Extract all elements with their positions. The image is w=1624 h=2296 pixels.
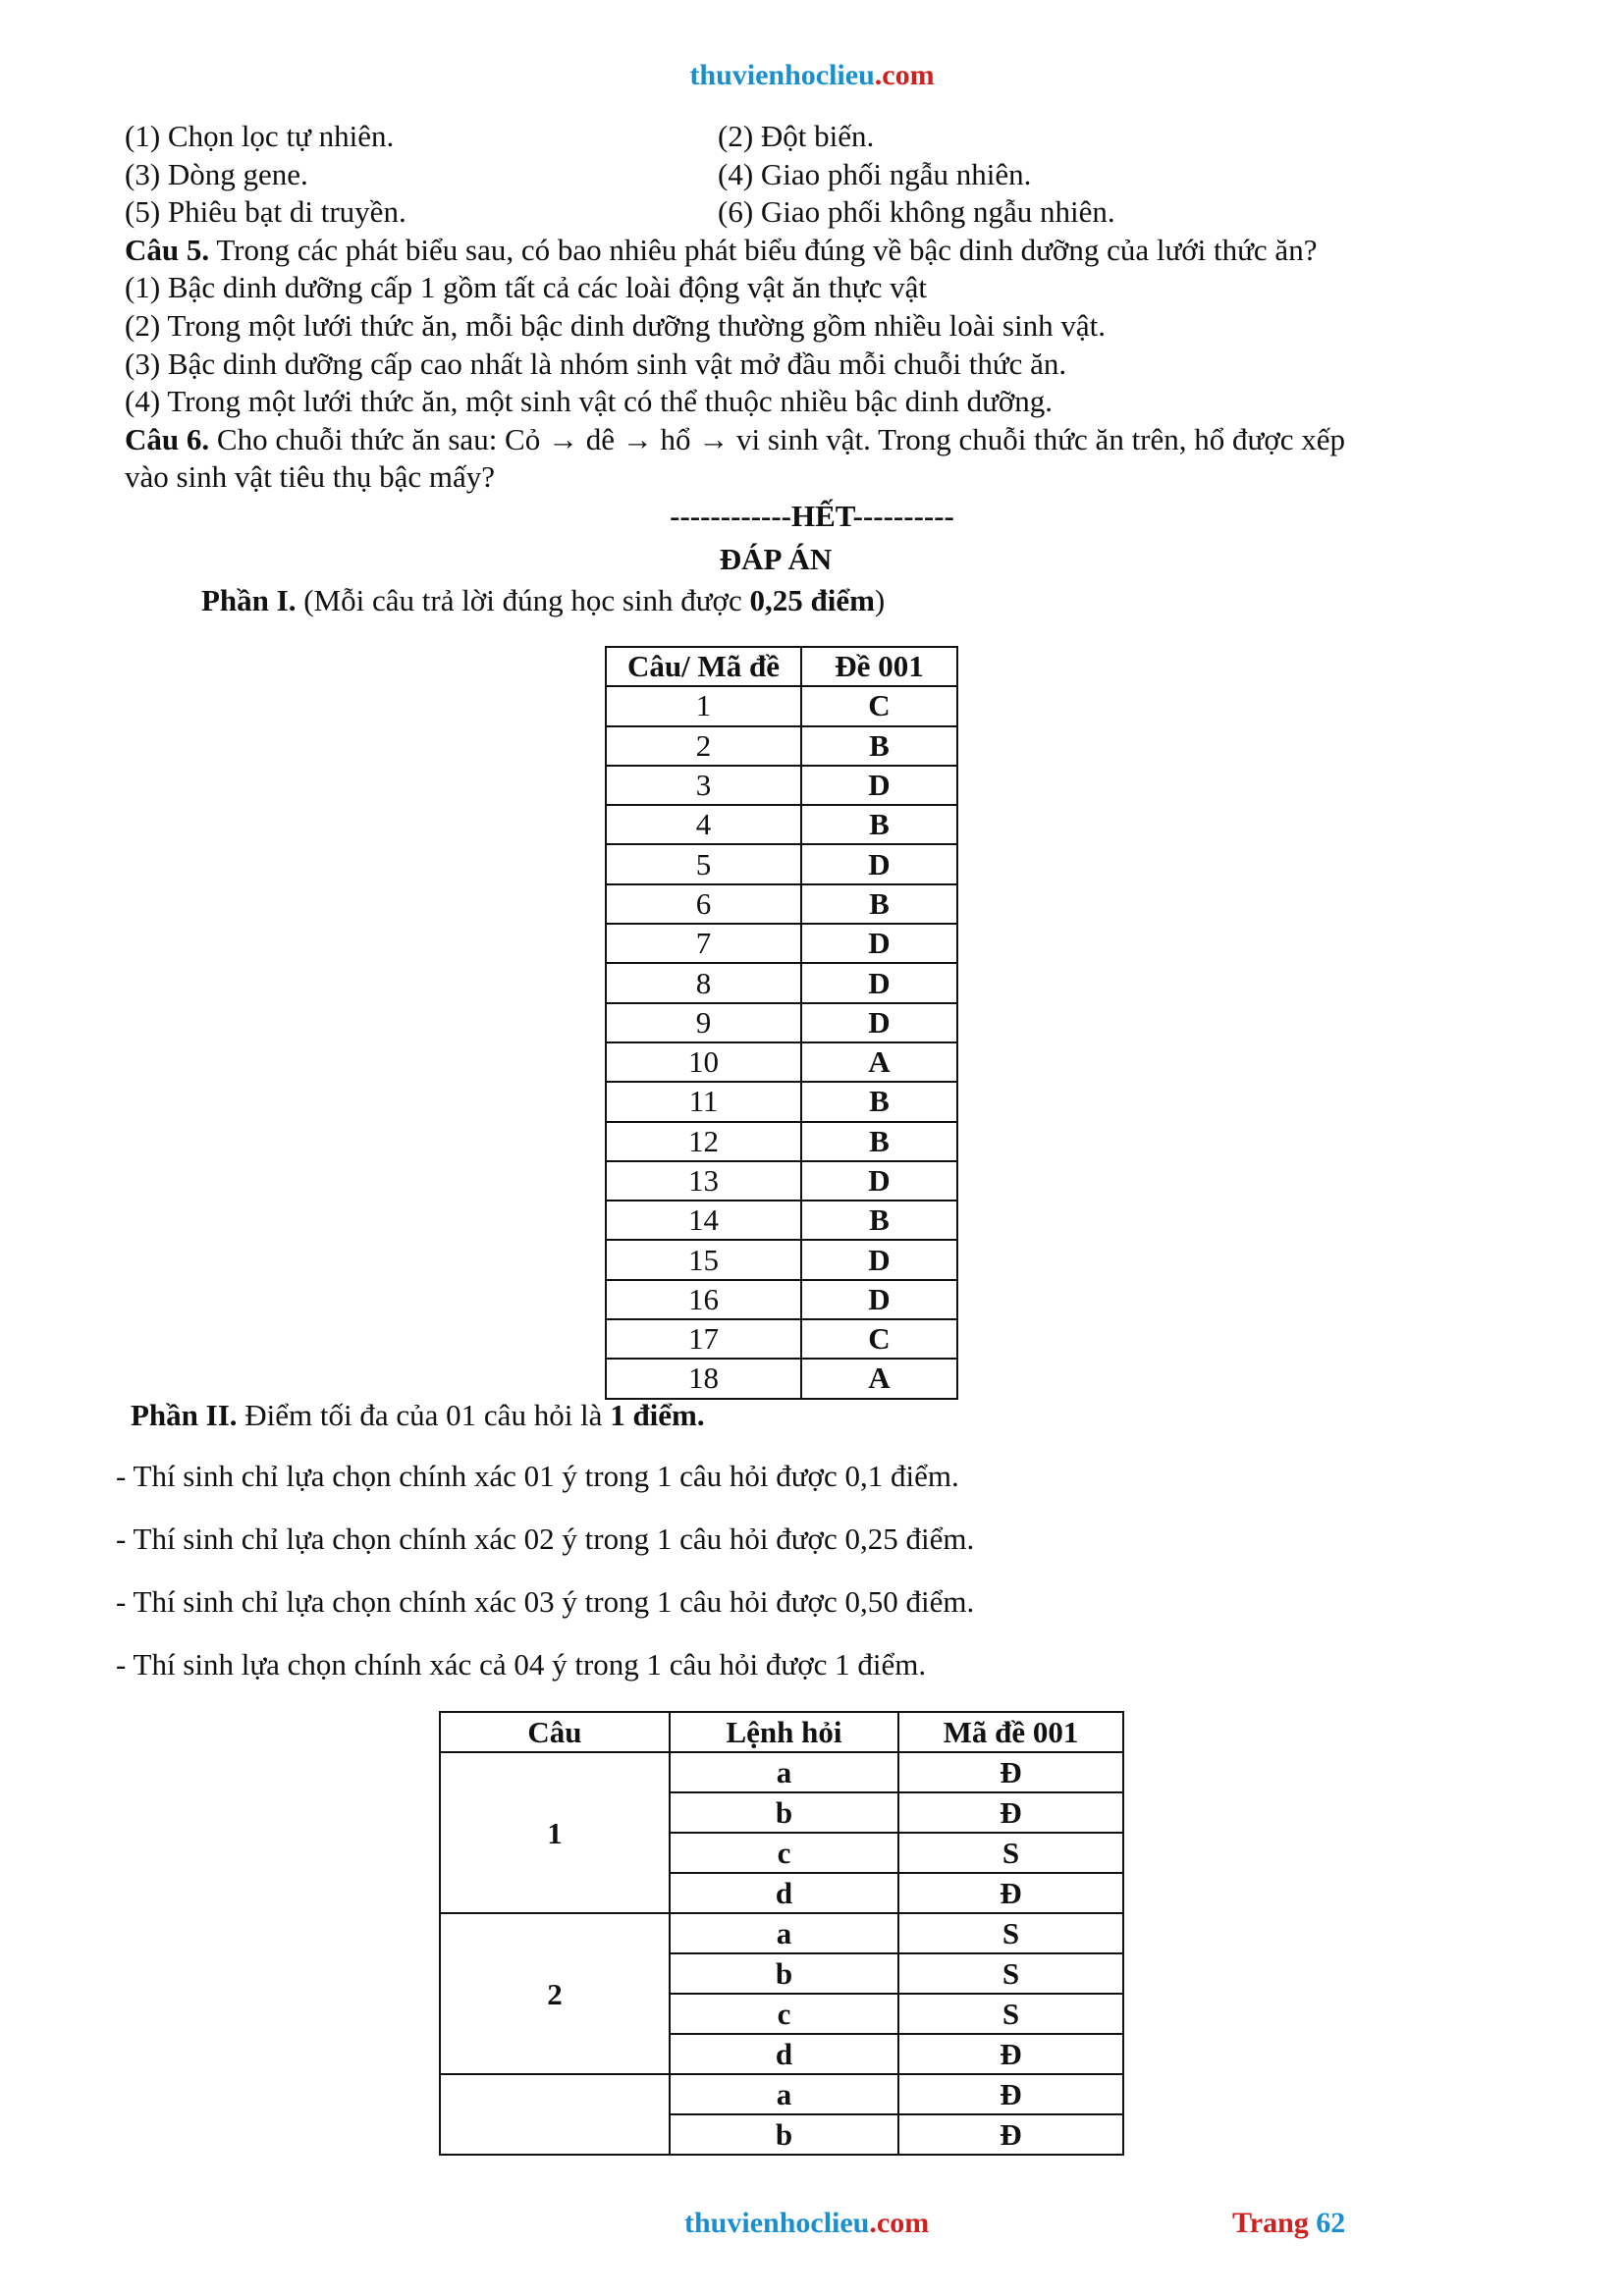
answer-key: D [801, 1280, 957, 1319]
table-row [606, 805, 957, 844]
question-number: 14 [606, 1201, 801, 1240]
answer-key: S [898, 1994, 1123, 2034]
answer-key: B [801, 1082, 957, 1121]
option-row [125, 118, 1499, 156]
answer-key: B [801, 1201, 957, 1240]
question-number: 8 [606, 963, 801, 1002]
part1-intro [201, 583, 885, 618]
statement: (3) Bậc dinh dưỡng cấp cao nhất là nhóm sinh vật mở đầu mỗi chuỗi thức ăn. [125, 346, 1067, 381]
question-number: 2 [606, 726, 801, 766]
sub-question: b [670, 2114, 898, 2155]
question-number: 10 [606, 1042, 801, 1082]
answer-key: D [801, 1003, 957, 1042]
question-number: 5 [606, 844, 801, 883]
part1-intro-end: ) [874, 583, 886, 617]
question-number: 2 [440, 1913, 670, 2074]
statement: (4) Trong một lưới thức ăn, một sinh vật có thể thuộc nhiều bậc dinh dưỡng. [125, 384, 1054, 419]
answer-key: B [801, 726, 957, 766]
option-row [125, 156, 1499, 194]
table-row [606, 1122, 957, 1161]
table-row [606, 1042, 957, 1082]
answer-key: A [801, 1042, 957, 1082]
answer-key: D [801, 844, 957, 883]
part1-answer-table [605, 646, 958, 1400]
option: (1) Chọn lọc tự nhiên. [125, 119, 395, 153]
question-number: 1 [440, 1752, 670, 1913]
question-number: 6 [606, 884, 801, 924]
part2-intro [131, 1398, 705, 1433]
statement: (1) Bậc dinh dưỡng cấp 1 gồm tất cả các loài động vật ăn thực vật [125, 270, 927, 305]
table-row [606, 884, 957, 924]
option: (2) Đột biến. [718, 119, 875, 153]
answer-key: Đ [898, 1752, 1123, 1792]
answer-key: D [801, 1240, 957, 1279]
sub-question: d [670, 2034, 898, 2074]
question-6-label: Câu 6. [125, 421, 210, 456]
question-5 [125, 232, 1499, 270]
question-6 [125, 421, 1499, 459]
question-number: 16 [606, 1280, 801, 1319]
scoring-rule: - Thí sinh chỉ lựa chọn chính xác 01 ý trong 1 câu hỏi được 0,1 điểm. [116, 1459, 959, 1493]
column-header: Lệnh hỏi [670, 1712, 898, 1752]
question-number: 11 [606, 1082, 801, 1121]
table-row [606, 1003, 957, 1042]
answer-key: A [801, 1359, 957, 1398]
footer-site [684, 2207, 929, 2240]
question-number: 12 [606, 1122, 801, 1161]
table-row [606, 1201, 957, 1240]
part2-table-body [440, 1752, 1123, 2155]
question-number: 15 [606, 1240, 801, 1279]
table-row [606, 1319, 957, 1359]
question-number [440, 2074, 670, 2155]
table-row [606, 844, 957, 883]
site-tld: .com [874, 59, 935, 91]
question-6-continuation: vào sinh vật tiêu thụ bậc mấy? [125, 459, 496, 495]
question-6-text: Cho chuỗi thức ăn sau: Cỏ → dê → hổ → vi sinh vật. Trong chuỗi thức ăn trên, hổ được xếp [209, 421, 1345, 456]
footer-site-name: thuvienhoclieu [684, 2207, 870, 2239]
sub-question: a [670, 1913, 898, 1953]
sub-question: a [670, 2074, 898, 2114]
table-row [606, 766, 957, 805]
column-header: Câu [440, 1712, 670, 1752]
question-5-text: Trong các phát biểu sau, có bao nhiêu phát biểu đúng về bậc dinh dưỡng của lưới thức ăn? [209, 232, 1318, 267]
sub-question: a [670, 1752, 898, 1792]
table-row [606, 726, 957, 766]
table-row [606, 686, 957, 725]
column-header: Đề 001 [801, 647, 957, 686]
site-name: thuvienhoclieu [689, 59, 875, 91]
column-header: Câu/ Mã đề [606, 647, 801, 686]
answer-key: C [801, 1319, 957, 1359]
sub-question: b [670, 1953, 898, 1994]
part2-answer-table [439, 1711, 1124, 2156]
footer-site-tld: .com [869, 2207, 930, 2239]
question-block [125, 118, 1499, 497]
option: (3) Dòng gene. [125, 156, 308, 191]
question-number: 9 [606, 1003, 801, 1042]
table-row [606, 1280, 957, 1319]
answer-key: D [801, 963, 957, 1002]
table-row [606, 1240, 957, 1279]
answer-key: D [801, 924, 957, 963]
page-number [1232, 2207, 1345, 2240]
part1-label: Phần I. [201, 583, 297, 617]
answer-key: S [898, 1953, 1123, 1994]
question-number: 7 [606, 924, 801, 963]
part1-intro-text: (Mỗi câu trả lời đúng học sinh được [296, 583, 750, 617]
answer-key: B [801, 805, 957, 844]
sub-question: c [670, 1833, 898, 1873]
question-number: 4 [606, 805, 801, 844]
site-header [0, 59, 1624, 92]
answer-key: Đ [898, 1792, 1123, 1833]
question-number: 13 [606, 1161, 801, 1201]
part2-points: 1 điểm. [610, 1398, 705, 1432]
table-row [606, 1359, 957, 1398]
option: (5) Phiêu bạt di truyền. [125, 194, 406, 230]
scoring-rule: - Thí sinh lựa chọn chính xác cả 04 ý trong 1 câu hỏi được 1 điểm. [116, 1647, 927, 1682]
question-number: 17 [606, 1319, 801, 1359]
answer-key: S [898, 1833, 1123, 1873]
page-label: Trang [1232, 2207, 1317, 2239]
table-row [440, 1913, 1123, 1953]
part2-label: Phần II. [131, 1398, 238, 1432]
answer-key: Đ [898, 2114, 1123, 2155]
option-row [125, 193, 1499, 232]
scoring-rule: - Thí sinh chỉ lựa chọn chính xác 02 ý trong 1 câu hỏi được 0,25 điểm. [116, 1522, 975, 1556]
table-header-row [606, 647, 957, 686]
table-row [606, 924, 957, 963]
part2-intro-text: Điểm tối đa của 01 câu hỏi là [237, 1398, 611, 1432]
column-header: Mã đề 001 [898, 1712, 1123, 1752]
table-header-row [440, 1712, 1123, 1752]
answer-key: B [801, 884, 957, 924]
answer-key: Đ [898, 2074, 1123, 2114]
sub-question: b [670, 1792, 898, 1833]
table-row [440, 2074, 1123, 2114]
sub-question: c [670, 1994, 898, 2034]
answer-title: ĐÁP ÁN [719, 542, 833, 576]
question-number: 18 [606, 1359, 801, 1398]
page-number-value: 62 [1316, 2207, 1346, 2239]
answer-key: C [801, 686, 957, 725]
answer-key: D [801, 766, 957, 805]
part1-points: 0,25 điểm [749, 583, 875, 617]
table-row [606, 1161, 957, 1201]
question-number: 3 [606, 766, 801, 805]
table-row [606, 1082, 957, 1121]
statement: (2) Trong một lưới thức ăn, mỗi bậc dinh dưỡng thường gồm nhiều loài sinh vật. [125, 307, 1106, 343]
answer-key: Đ [898, 1873, 1123, 1913]
option: (6) Giao phối không ngẫu nhiên. [718, 194, 1115, 230]
answer-key: Đ [898, 2034, 1123, 2074]
part1-table-body [606, 686, 957, 1398]
option: (4) Giao phối ngẫu nhiên. [718, 156, 1032, 191]
answer-key: D [801, 1161, 957, 1201]
table-row [606, 963, 957, 1002]
answer-key: S [898, 1913, 1123, 1953]
question-5-label: Câu 5. [125, 232, 210, 267]
answer-key: B [801, 1122, 957, 1161]
table-row [440, 1752, 1123, 1792]
end-marker: ------------HẾT---------- [670, 499, 954, 533]
sub-question: d [670, 1873, 898, 1913]
scoring-rule: - Thí sinh chỉ lựa chọn chính xác 03 ý trong 1 câu hỏi được 0,50 điểm. [116, 1584, 975, 1619]
question-number: 1 [606, 686, 801, 725]
